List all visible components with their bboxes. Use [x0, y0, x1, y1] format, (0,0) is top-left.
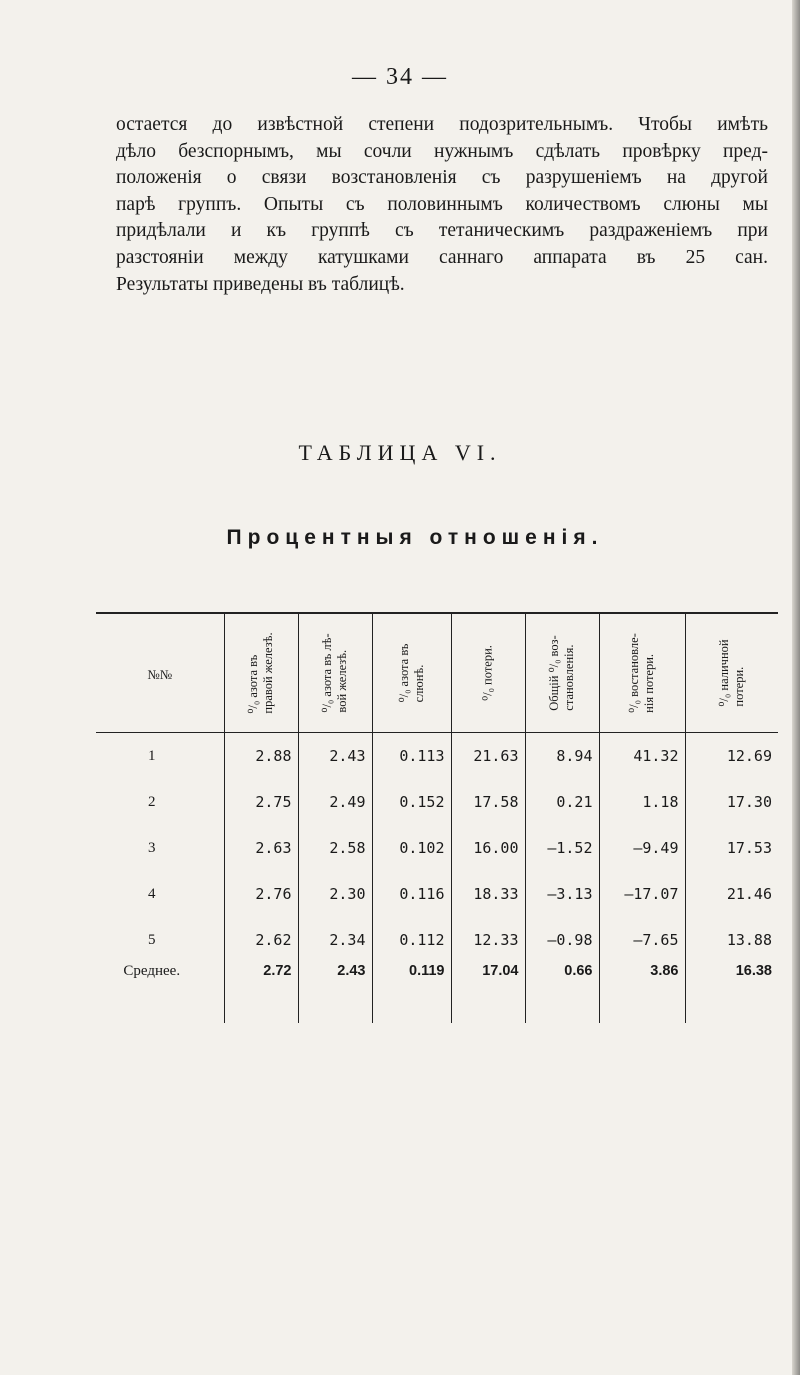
table-cell: 16.38: [685, 963, 778, 1023]
table-header-label: [481, 645, 496, 701]
table-cell: 2.75: [224, 779, 298, 825]
table-header-cell: [685, 613, 778, 733]
data-table: [96, 612, 778, 1023]
table-row: [96, 917, 778, 963]
table-cell: 0.113: [372, 733, 451, 780]
table-cell: 2.88: [224, 733, 298, 780]
table-cell: 5: [148, 931, 156, 948]
table-cell: 17.04: [451, 963, 525, 1023]
table-cell: 2.63: [224, 825, 298, 871]
table-header-cell: [451, 613, 525, 733]
table-cell: 12.33: [451, 917, 525, 963]
table-cell: 17.30: [685, 779, 778, 825]
table-subtitle: Процентныя отношенія.: [226, 526, 604, 549]
table-header-cell: [298, 613, 372, 733]
table-header-label: [627, 633, 657, 713]
table-cell: 0.152: [372, 779, 451, 825]
table-row: [96, 825, 778, 871]
table-cell: 2.49: [298, 779, 372, 825]
table-header-line: правой железѣ.: [261, 632, 275, 714]
table-header-label: [397, 644, 427, 703]
table-cell: 1.18: [599, 779, 685, 825]
table-cell: —0.98: [525, 917, 599, 963]
page-number: — 34 —: [352, 64, 448, 90]
table-cell: 1: [148, 747, 156, 764]
table-cell: 0.119: [372, 963, 451, 1023]
table-header-label: [547, 635, 577, 710]
table-row: [96, 779, 778, 825]
table-header-label: [246, 632, 276, 713]
table-header-line: становленія.: [562, 644, 576, 711]
table-cell: 13.88: [685, 917, 778, 963]
paragraph-line: придѣлали и къ группѣ съ тетаническимъ раздраженіемъ при: [116, 220, 768, 242]
table-average-row: [96, 963, 778, 1023]
table-cell: 8.94: [525, 733, 599, 780]
table-cell: 2.76: [224, 871, 298, 917]
table-cell: —9.49: [599, 825, 685, 871]
table-cell: 21.46: [685, 871, 778, 917]
table-cell: 4: [148, 885, 156, 902]
table-header-cell: [372, 613, 451, 733]
table-header-label: №№: [147, 666, 173, 682]
table-cell: 17.58: [451, 779, 525, 825]
table-header-label: [717, 639, 747, 706]
table-cell: 0.66: [525, 963, 599, 1023]
table-cell: 0.102: [372, 825, 451, 871]
table-cell: 3: [148, 839, 156, 856]
table-header-line: слюнѣ.: [411, 664, 426, 703]
table-row: [96, 871, 778, 917]
table-cell: 2: [148, 793, 156, 810]
table-header-line: Общій ⁰/₀ воз-: [547, 635, 561, 711]
table-cell: 41.32: [599, 733, 685, 780]
table-header-line: ⁰/₀ азота въ: [246, 654, 260, 714]
table-cell: 21.63: [451, 733, 525, 780]
table-row: [96, 733, 778, 780]
table-title: ТАБЛИЦА VI.: [298, 440, 502, 465]
table-header-line: ⁰/₀ азота въ лѣ-: [320, 633, 334, 713]
table-header-cell: [224, 613, 298, 733]
table-header-line: вой железѣ.: [335, 649, 349, 713]
paragraph-line: Результаты приведены въ таблицѣ.: [116, 273, 405, 295]
table-cell: —3.13: [525, 871, 599, 917]
table-cell: 18.33: [451, 871, 525, 917]
table-cell: 2.58: [298, 825, 372, 871]
table-header-line: ⁰/₀ наличной: [716, 639, 731, 707]
table-cell: —7.65: [599, 917, 685, 963]
table-header-line: нія потери.: [642, 653, 656, 713]
table-header-line: ⁰/₀ потери.: [480, 645, 495, 701]
table-cell: 2.62: [224, 917, 298, 963]
table-cell: 0.21: [525, 779, 599, 825]
table-cell: 17.53: [685, 825, 778, 871]
paragraph-line: дѣло безспорнымъ, мы сочли нужнымъ сдѣлать провѣрку пред-: [116, 140, 768, 162]
table-cell: 2.30: [298, 871, 372, 917]
data-table-container: [96, 612, 778, 979]
table-cell: 2.72: [224, 963, 298, 1023]
page-edge-shadow: [792, 0, 800, 1375]
table-cell: —1.52: [525, 825, 599, 871]
table-header-label: [320, 633, 350, 712]
paragraph-line: парѣ группъ. Опыты съ половиннымъ количествомъ слюны мы: [116, 193, 768, 215]
table-cell: 2.43: [298, 733, 372, 780]
table-header-line: ⁰/₀ востановле-: [627, 633, 641, 713]
table-cell: 0.112: [372, 917, 451, 963]
paragraph-line: остается до извѣстной степени подозрительнымъ. Чтобы имѣть: [116, 114, 768, 135]
table-header-row: [96, 613, 778, 733]
table-header-line: потери.: [731, 666, 746, 707]
table-cell: 3.86: [599, 963, 685, 1023]
table-cell: 2.43: [298, 963, 372, 1023]
paragraph-line: разстояніи между катушками саннаго аппарата въ 25 сан.: [116, 246, 768, 268]
table-header-cell: [96, 613, 224, 733]
paragraph-line: положенія о связи возстановленія съ разрушеніемъ на другой: [116, 167, 768, 189]
table-cell: Среднее.: [123, 963, 181, 979]
table-cell: 16.00: [451, 825, 525, 871]
table-header-line: ⁰/₀ азота въ: [396, 643, 411, 703]
table-cell: 2.34: [298, 917, 372, 963]
table-header-cell: [525, 613, 599, 733]
body-paragraph: [116, 112, 768, 298]
table-header-cell: [599, 613, 685, 733]
table-cell: —17.07: [599, 871, 685, 917]
table-cell: 0.116: [372, 871, 451, 917]
table-cell: 12.69: [685, 733, 778, 780]
